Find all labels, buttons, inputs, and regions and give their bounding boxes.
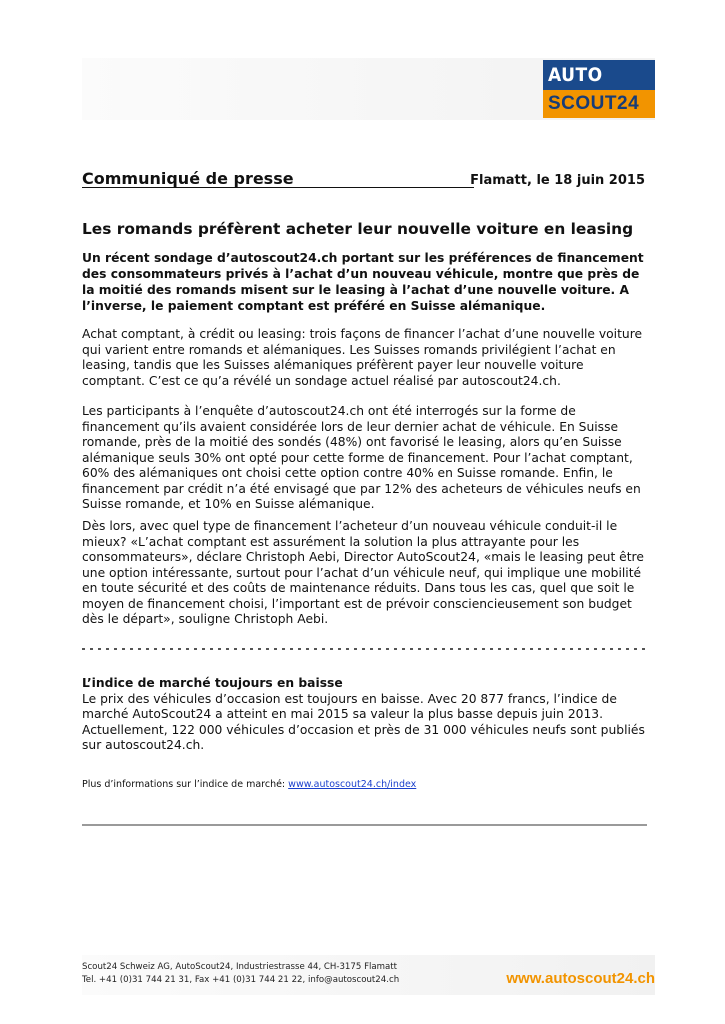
body-paragraph-1: Achat comptant, à crédit ou leasing: trois façons de financer l’achat d’une nouvelle voiture qui varient entre romands et alémaniques. Les Suisses romands privilégient l’achat en leasing, tandis que les Suisses alémaniques préfèrent payer leur nouvelle voiture comptant. C’est ce qu’a révélé un sondage actuel réalisé par autoscout24.ch. [82,327,643,388]
more-info-label: Plus d’informations sur l’indice de marché: [82,779,289,790]
body-paragraph-2: Les participants à l’enquête d’autoscout24.ch ont été interrogés sur la forme de financement qu’ils avaient considérée lors de leur dernier achat de véhicule. En Suisse romande, près de la moitié des sondés (48%) ont favorisé le leasing, alors qu’en Suisse alémanique seuls 30% ont opté pour cette forme de financement. Pour l’achat comptant, 60% des alémaniques ont choisi cette option contre 40% en Suisse romande. Enfin, le financement par crédit n’a été envisagé que par 12% des acheteurs de véhicules neufs en Suisse romande, et 10% en Suisse alémanique. [82,404,641,511]
footer-website: www.autoscout24.ch [506,970,655,987]
market-index-body: Le prix des véhicules d’occasion est toujours en baisse. Avec 20 877 francs, l’indice de marché AutoScout24 a atteint en mai 2015 sa valeur la plus basse depuis juin 2013. Actuellement, 122 000 véhicules d’occasion et près de 31 000 véhicules neufs sont publiés sur autoscout24.ch. [82,691,645,752]
article-headline: Les romands préfèrent acheter leur nouvelle voiture en leasing [82,220,634,238]
market-index-link[interactable]: www.autoscout24.ch/index [288,779,417,790]
footer-address-line-1: Scout24 Schweiz AG, AutoScout24, Industriestrasse 44, CH-3175 Flamatt [82,962,398,972]
dashed-separator [82,648,647,650]
autoscout24-logo [543,60,655,118]
press-title-underline [82,187,474,188]
press-heading-row [82,169,645,191]
logo-line-auto: AUTO [543,60,655,90]
press-release-title: Communiqué de presse [82,169,294,188]
more-info-line [82,779,416,790]
footer-address [82,961,399,987]
market-index-section [82,676,647,754]
lead-paragraph: Un récent sondage d’autoscout24.ch portant sur les préférences de financement des consommateurs privés à l’achat d’un nouveau véhicule, montre que près de la moitié des romands misent sur le leasing à l’achat d’une nouvelle voiture. A l’inverse, le paiement comptant est préféré en Suisse alémanique. [82,251,644,313]
press-date: Flamatt, le 18 juin 2015 [470,173,645,188]
market-index-title: L’indice de marché toujours en baisse [82,676,343,690]
body-paragraph-3: Dès lors, avec quel type de financement l’acheteur d’un nouveau véhicule conduit-il le mieux? «L’achat comptant est assurément la solution la plus attrayante pour les consommateurs», déclare Christoph Aebi, Director AutoScout24, «mais le leasing peut être une option intéressante, surtout pour l’achat d’un véhicule neuf, qui implique une mobilité en toute sécurité et des coûts de maintenance réduits. Dans tous les cas, quel que soit le moyen de financement choisi, l’important est de prévoir consciencieusement son budget dès le départ», souligne Christoph Aebi. [82,519,644,626]
footer-address-line-2: Tel. +41 (0)31 744 21 31, Fax +41 (0)31 744 21 22, info@autoscout24.ch [82,975,400,985]
logo-line-scout24: SCOUT24 [543,90,655,118]
horizontal-rule [82,824,647,826]
